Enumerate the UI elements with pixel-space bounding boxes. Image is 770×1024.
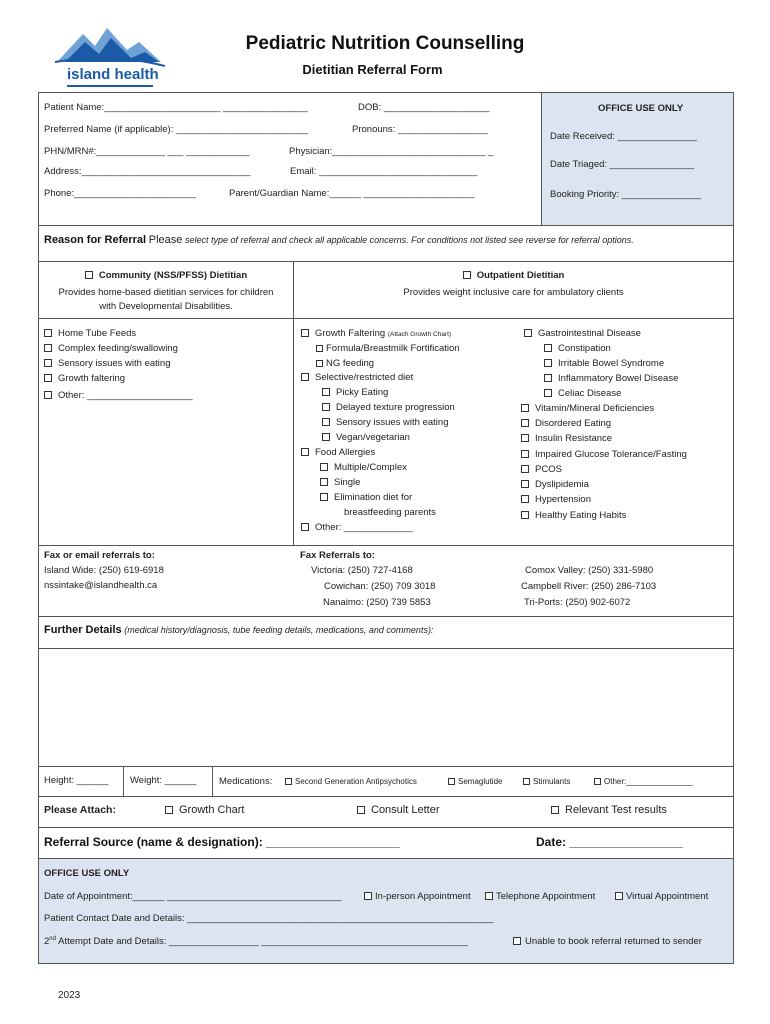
unable-to-book-option[interactable] [513, 936, 702, 947]
checkbox[interactable] [521, 434, 529, 442]
address-field[interactable]: Address:________________________________ [44, 166, 251, 177]
checkbox[interactable] [521, 511, 529, 519]
further-details-label: Further Details [44, 624, 122, 636]
list-item[interactable] [322, 402, 455, 413]
referral-source-field[interactable]: Referral Source (name & designation): ____________________ [44, 835, 400, 849]
phn-field[interactable]: PHN/MRN#:_____________ ___ ____________ [44, 146, 250, 157]
item-label: Picky Eating [336, 387, 389, 398]
list-item[interactable] [521, 510, 626, 521]
second-sup: nd [49, 936, 56, 942]
item-label: Celiac Disease [558, 388, 622, 399]
item-label: PCOS [535, 464, 562, 475]
checkbox[interactable] [524, 329, 532, 337]
checkbox[interactable] [320, 478, 328, 486]
outpatient-desc: Provides weight inclusive care for ambulatory clients [403, 287, 624, 298]
checkbox[interactable] [322, 433, 330, 441]
med-antipsychotics[interactable] [285, 777, 417, 786]
item-label: Telephone Appointment [496, 891, 596, 902]
checkbox[interactable] [544, 344, 552, 352]
item-note: (Attach Growth Chart) [387, 331, 452, 338]
reason-instruction: select type of referral and check all applicable concerns. For conditions not listed see reverse for referral options. [185, 235, 634, 245]
office-use-box [541, 93, 733, 225]
med-stimulants[interactable] [523, 777, 570, 786]
list-item[interactable] [521, 464, 562, 475]
physician-field[interactable]: Physician:_____________________________ _ [289, 146, 494, 157]
item-label: Complex feeding/swallowing [58, 343, 178, 354]
fax-email-title: Fax or email referrals to: [44, 550, 155, 561]
further-details-note: (medical history/diagnosis, tube feeding details, medications, and comments): [124, 625, 434, 635]
item-label: Virtual Appointment [626, 891, 709, 902]
list-item[interactable] [316, 358, 374, 369]
item-label: Second Generation Antipsychotics [295, 777, 417, 786]
checkbox[interactable] [521, 419, 529, 427]
community-desc-1: Provides home-based dietitian services for children [58, 287, 274, 298]
checkbox[interactable] [322, 388, 330, 396]
item-label: Inflammatory Bowel Disease [558, 373, 679, 384]
list-item[interactable] [44, 358, 170, 369]
item-label: Food Allergies [315, 447, 376, 458]
height-field[interactable]: Height: ______ [44, 775, 109, 786]
cell-divider [212, 766, 213, 796]
cell-divider [123, 766, 124, 796]
list-item[interactable] [44, 343, 178, 354]
item-label: Gastrointestinal Disease [538, 328, 641, 339]
weight-field[interactable]: Weight: ______ [130, 775, 197, 786]
checkbox[interactable] [523, 778, 530, 785]
island-wide-fax: Island Wide: (250) 619-6918 [44, 565, 164, 576]
item-label: Healthy Eating Habits [535, 510, 627, 521]
checkbox[interactable] [521, 465, 529, 473]
list-item[interactable] [524, 328, 641, 339]
item-label: Stimulants [533, 777, 571, 786]
checkbox[interactable] [322, 403, 330, 411]
item-label: Delayed texture progression [336, 402, 455, 413]
item-label: In-person Appointment [375, 891, 471, 902]
checkbox[interactable] [301, 373, 309, 381]
booking-priority-field[interactable]: Booking Priority: _______________ [550, 189, 702, 200]
divider [38, 827, 734, 828]
item-label: Sensory issues with eating [336, 417, 449, 428]
checkbox[interactable] [301, 329, 309, 337]
checkbox[interactable] [521, 495, 529, 503]
pronouns-field[interactable]: Pronouns: _________________ [352, 124, 488, 135]
list-item[interactable] [301, 447, 375, 458]
checkbox[interactable] [448, 778, 455, 785]
item-label: Unable to book referral returned to sender [525, 936, 702, 947]
community-checkbox[interactable] [85, 271, 93, 279]
second-attempt-field[interactable] [44, 936, 468, 947]
item-label: Growth Faltering [315, 328, 386, 339]
reason-label: Reason for Referral [44, 234, 147, 246]
list-item[interactable] [320, 462, 407, 473]
checkbox[interactable] [316, 345, 323, 352]
attach-growth-chart[interactable] [165, 804, 244, 816]
in-person-option[interactable] [364, 891, 471, 902]
checkbox[interactable] [285, 778, 292, 785]
item-label: Formula/Breastmilk Fortification [326, 343, 460, 354]
item-label: Other: ____________________ [58, 390, 193, 401]
outpatient-checkbox[interactable] [463, 271, 471, 279]
divider [38, 545, 734, 546]
outpatient-option[interactable] [294, 270, 733, 281]
item-label: Irritable Bowel Syndrome [558, 358, 665, 369]
divider [38, 318, 734, 319]
cowichan-fax: Cowichan: (250) 709 3018 [324, 581, 436, 592]
checkbox[interactable] [615, 892, 623, 900]
tri-ports-fax: Tri-Ports: (250) 902-6072 [524, 597, 631, 608]
reason-please: Please [148, 234, 183, 246]
second-label: Attempt Date and Details: _________________ _______________________________________ [58, 936, 468, 948]
appointment-date-field[interactable]: Date of Appointment:______ _________________________________ [44, 891, 342, 902]
item-label-cont: breastfeeding parents [344, 507, 436, 518]
patient-name-field[interactable]: Patient Name:______________________ ________________ [44, 102, 308, 113]
checkbox[interactable] [44, 374, 52, 382]
item-label: Home Tube Feeds [58, 328, 137, 339]
campbell-river-fax: Campbell River: (250) 286-7103 [521, 581, 657, 592]
divider [38, 766, 734, 767]
community-desc-2: with Developmental Disabilities. [99, 301, 233, 312]
checkbox[interactable] [316, 360, 323, 367]
list-item[interactable] [301, 522, 413, 533]
item-label: Hypertension [535, 494, 591, 505]
community-title: Community (NSS/PFSS) Dietitian [98, 270, 248, 281]
divider [38, 616, 734, 617]
checkbox[interactable] [521, 450, 529, 458]
checkbox[interactable] [165, 806, 173, 814]
checkbox[interactable] [357, 806, 365, 814]
form-subtitle: Dietitian Referral Form [302, 62, 443, 77]
intake-email: nssintake@islandhealth.ca [44, 580, 158, 591]
list-item[interactable] [521, 403, 654, 414]
office-use-bottom-box [39, 859, 733, 963]
guardian-field[interactable]: Parent/Guardian Name:______ _____________________ [229, 188, 475, 199]
list-item[interactable] [544, 358, 664, 369]
dob-field[interactable]: DOB: ____________________ [358, 102, 490, 113]
checkbox[interactable] [301, 448, 309, 456]
list-item[interactable] [521, 494, 591, 505]
item-label: Other: _____________ [315, 522, 413, 533]
form-title: Pediatric Nutrition Counselling [245, 33, 525, 54]
item-label: Semaglutide [458, 777, 503, 786]
checkbox[interactable] [544, 374, 552, 382]
telephone-option[interactable] [485, 891, 595, 902]
referral-date-field[interactable]: Date: _________________ [536, 835, 683, 849]
email-field[interactable]: Email: ______________________________ [290, 166, 478, 177]
medications-label: Medications: [219, 776, 273, 787]
item-label: Consult Letter [371, 804, 440, 816]
office-use-bottom-title: OFFICE USE ONLY [44, 868, 130, 879]
list-item[interactable] [544, 388, 621, 399]
item-label: Constipation [558, 343, 611, 354]
checkbox[interactable] [544, 389, 552, 397]
list-item[interactable] [322, 432, 410, 443]
preferred-name-field[interactable]: Preferred Name (if applicable): _________________________ [44, 124, 309, 135]
further-details-textarea[interactable] [40, 650, 732, 765]
checkbox[interactable] [44, 344, 52, 352]
item-label: Dyslipidemia [535, 479, 589, 490]
checkbox[interactable] [521, 480, 529, 488]
checkbox[interactable] [301, 523, 309, 531]
phone-field[interactable]: Phone:_______________________ [44, 188, 196, 199]
list-item[interactable] [544, 373, 678, 384]
item-label: Vegan/vegetarian [336, 432, 410, 443]
item-label: Growth faltering [58, 373, 126, 384]
item-label: NG feeding [326, 358, 375, 369]
list-item[interactable] [521, 449, 687, 460]
checkbox[interactable] [364, 892, 372, 900]
checkbox[interactable] [521, 404, 529, 412]
virtual-option[interactable] [615, 891, 708, 902]
item-label: Elimination diet for [334, 492, 413, 503]
checkbox[interactable] [44, 359, 52, 367]
outpatient-title: Outpatient Dietitian [476, 270, 565, 281]
victoria-fax: Victoria: (250) 727-4168 [311, 565, 413, 576]
list-item[interactable] [521, 479, 589, 490]
nanaimo-fax: Nanaimo: (250) 739 5853 [323, 597, 431, 608]
checkbox[interactable] [44, 329, 52, 337]
date-received-field[interactable]: Date Received: _______________ [550, 131, 697, 142]
checkbox[interactable] [322, 418, 330, 426]
list-item[interactable] [301, 372, 413, 383]
checkbox[interactable] [551, 806, 559, 814]
checkbox[interactable] [320, 493, 328, 501]
divider [38, 225, 734, 226]
second-prefix: 2 [44, 936, 50, 948]
checkbox[interactable] [594, 778, 601, 785]
med-semaglutide[interactable] [448, 777, 502, 786]
contact-details-field[interactable]: Patient Contact Date and Details: __________________________________________________________ [44, 913, 494, 924]
checkbox[interactable] [513, 937, 521, 945]
checkbox[interactable] [544, 359, 552, 367]
further-details-header [44, 624, 433, 636]
divider [38, 648, 734, 649]
item-label: Sensory issues with eating [58, 358, 171, 369]
logo-text: island health [67, 66, 159, 83]
list-item[interactable] [544, 343, 611, 354]
checkbox[interactable] [485, 892, 493, 900]
list-item[interactable] [320, 477, 360, 488]
item-label: Impaired Glucose Tolerance/Fasting [535, 449, 687, 460]
item-label: Single [334, 477, 361, 488]
comox-fax: Comox Valley: (250) 331-5980 [525, 565, 654, 576]
divider [38, 261, 734, 262]
list-item[interactable] [521, 433, 612, 444]
item-label: Relevant Test results [565, 804, 667, 816]
item-label: Selective/restricted diet [315, 372, 414, 383]
item-label: Growth Chart [179, 804, 245, 816]
column-divider [293, 262, 294, 546]
list-item[interactable] [320, 492, 412, 503]
med-other[interactable] [594, 777, 693, 786]
list-item[interactable] [301, 328, 451, 339]
divider [38, 796, 734, 797]
reason-header [44, 234, 634, 246]
item-label: Multiple/Complex [334, 462, 407, 473]
attach-test-results[interactable] [551, 804, 667, 816]
list-item[interactable] [316, 343, 460, 354]
item-label: Vitamin/Mineral Deficiencies [535, 403, 655, 414]
item-label: Other:_______________ [604, 777, 693, 786]
item-label: Disordered Eating [535, 418, 612, 429]
checkbox[interactable] [320, 463, 328, 471]
list-item[interactable] [322, 417, 448, 428]
community-option[interactable] [39, 270, 293, 281]
footer-year: 2023 [58, 990, 81, 1001]
list-item[interactable] [44, 373, 125, 384]
attach-label: Please Attach: [44, 804, 116, 816]
item-label: Insulin Resistance [535, 433, 613, 444]
office-use-title: OFFICE USE ONLY [598, 103, 684, 114]
list-item[interactable] [521, 418, 611, 429]
list-item[interactable] [322, 387, 388, 398]
date-triaged-field[interactable]: Date Triaged: ________________ [550, 159, 695, 170]
list-item[interactable] [44, 390, 193, 401]
fax-title: Fax Referrals to: [300, 550, 375, 561]
logo-underline [67, 85, 153, 87]
list-item[interactable] [44, 328, 136, 339]
checkbox[interactable] [44, 391, 52, 399]
attach-consult-letter[interactable] [357, 804, 439, 816]
